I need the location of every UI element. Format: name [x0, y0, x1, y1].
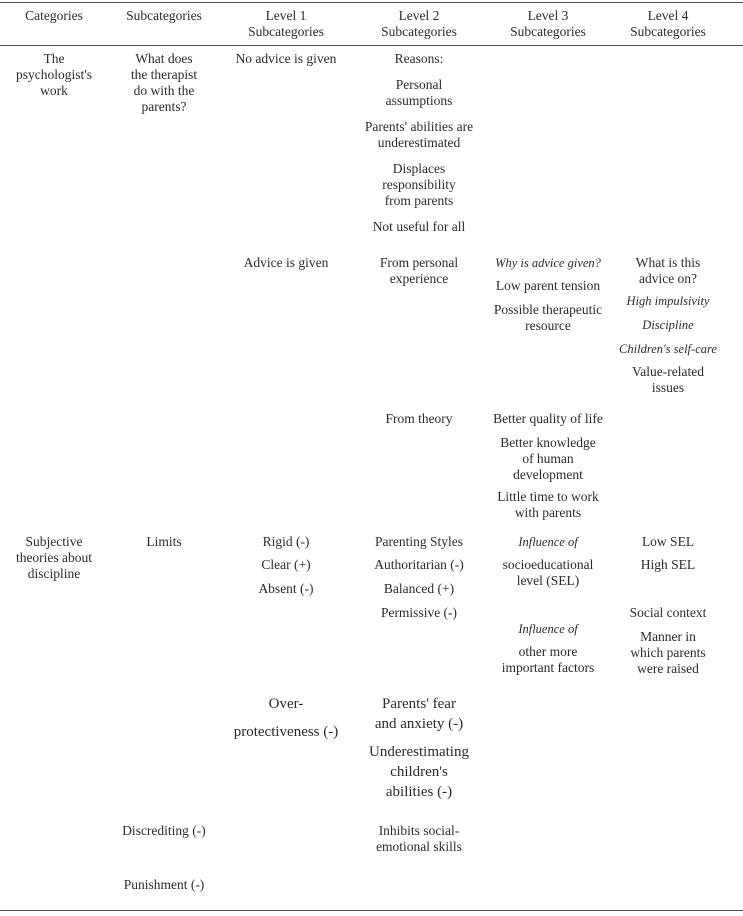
- level4-low-sel: Low SEL: [641, 534, 695, 549]
- table-top-rule: [0, 2, 743, 3]
- level3-influence-of-1: Influence of: [518, 535, 578, 549]
- level2-reasons-title: Reasons:: [394, 51, 444, 66]
- level1-advice-given: Advice is given: [243, 255, 329, 270]
- level1-clear: Clear (+): [261, 557, 311, 572]
- header-level3: Level 3 Subcategories: [510, 8, 586, 39]
- level2-reason-displaces: Displaces responsibility from parents: [382, 161, 456, 208]
- level3-low-parent-tension: Low parent tension: [495, 278, 601, 293]
- level1-rigid: Rigid (-): [262, 534, 310, 549]
- level3-influence-of-2: Influence of: [518, 622, 578, 636]
- table-bottom-rule: [0, 910, 743, 911]
- level2-reason-personal: Personal assumptions: [385, 77, 453, 108]
- level4-high-impulsivity: High impulsivity: [626, 294, 710, 308]
- level2-inhibits-skills: Inhibits social- emotional skills: [376, 823, 462, 854]
- level2-parenting-styles: Parenting Styles: [374, 534, 464, 549]
- subcategory-discrediting: Discrediting (-): [122, 823, 206, 838]
- header-rule: [0, 45, 743, 46]
- level1-absent: Absent (-): [258, 581, 314, 596]
- level4-manner-raised: Manner in which parents were raised: [630, 629, 706, 676]
- level1-no-advice: No advice is given: [235, 51, 337, 66]
- category-subjective-theories: Subjective theories about discipline: [15, 534, 93, 581]
- level4-childrens-self-care: Children's self-care: [619, 342, 717, 356]
- level3-why-advice: Why is advice given?: [495, 256, 601, 270]
- level4-high-sel: High SEL: [640, 557, 696, 572]
- level3-socioeducational-level: socioeducational level (SEL): [502, 557, 594, 588]
- level2-reason-not-useful: Not useful for all: [372, 219, 466, 234]
- level1-overprotectiveness: Over- protectiveness (-): [233, 696, 339, 740]
- subcategory-what-does-therapist-do: What does the therapist do with the parents?: [130, 51, 198, 114]
- subcategory-punishment: Punishment (-): [123, 877, 205, 892]
- level4-discipline: Discipline: [642, 318, 694, 332]
- level4-social-context: Social context: [629, 605, 707, 620]
- header-level2: Level 2 Subcategories: [381, 8, 457, 39]
- level2-authoritarian: Authoritarian (-): [374, 557, 464, 572]
- level2-underestimating: Underestimating children's abilities (-): [369, 744, 469, 800]
- header-level1: Level 1 Subcategories: [248, 8, 324, 39]
- header-categories: Categories: [25, 8, 83, 23]
- level3-little-time: Little time to work with parents: [497, 489, 599, 520]
- level2-balanced: Balanced (+): [383, 581, 455, 596]
- level2-from-personal-experience: From personal experience: [379, 255, 459, 286]
- level4-value-related: Value-related issues: [632, 364, 704, 395]
- category-psychologists-work: The psychologist's work: [16, 51, 92, 98]
- level3-other-factors: other more important factors: [501, 644, 595, 675]
- level2-permissive: Permissive (-): [380, 605, 458, 620]
- level3-better-quality: Better quality of life: [493, 411, 603, 426]
- level3-better-knowledge: Better knowledge of human development: [500, 435, 596, 482]
- subcategory-limits: Limits: [146, 534, 182, 549]
- level3-therapeutic-resource: Possible therapeutic resource: [493, 302, 603, 333]
- header-subcategories: Subcategories: [126, 8, 202, 23]
- level4-what-is-advice-on: What is this advice on?: [635, 255, 701, 286]
- level2-from-theory: From theory: [385, 411, 453, 426]
- level2-reason-abilities: Parents' abilities are underestimated: [364, 119, 474, 150]
- header-level4: Level 4 Subcategories: [630, 8, 706, 39]
- level2-parents-fear: Parents' fear and anxiety (-): [374, 696, 464, 732]
